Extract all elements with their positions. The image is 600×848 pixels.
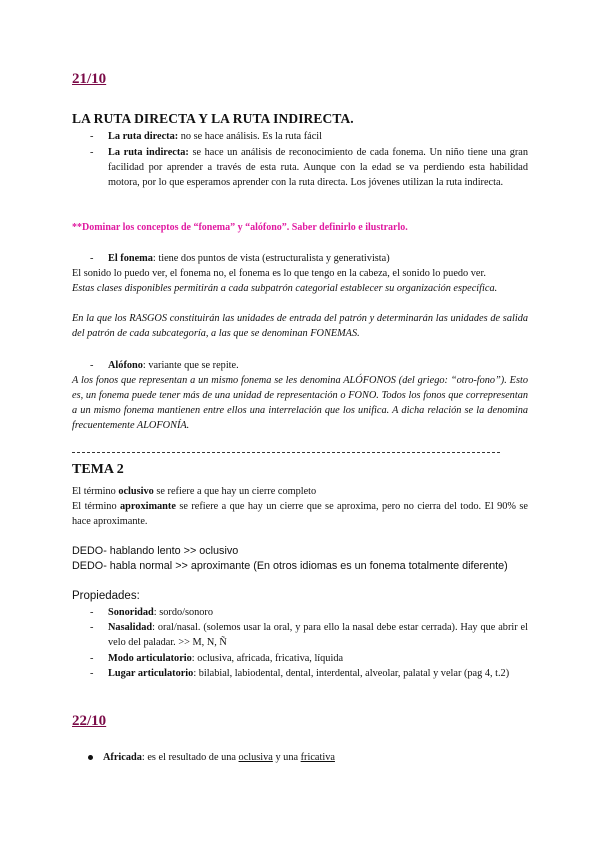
item-term: La ruta indirecta: xyxy=(108,147,189,158)
list-item: - El fonema: tiene dos puntos de vista (estructuralista y generativista) xyxy=(90,253,390,264)
item-term: Alófono xyxy=(108,360,143,371)
list-item: - Lugar articulatorio: bilabial, labiodental, dental, interdental, alveolar, palatal y velar (pag 4, t.2) xyxy=(90,668,510,679)
paragraph: El término oclusivo se refiere a que hay un cierre completo xyxy=(72,486,317,497)
paragraph-italic: Estas clases disponibles permitirán a cada subpatrón categorial establecer su organización específica. xyxy=(72,283,498,294)
item-term: El fonema xyxy=(108,253,153,264)
paragraph: El término aproximante se refiere a que hay un cierre que se aproxima, pero no cierra del todo. El 90% se hace aproximante. xyxy=(72,501,528,527)
dedo-line: DEDO- habla normal >> aproximante (En otros idiomas es un fonema totalmente diferente) xyxy=(72,560,508,572)
properties-heading: Propiedades: xyxy=(72,590,140,602)
item-text: se hace un análisis de reconocimiento de cada fonema. Un niño tiene una gran facilidad por aprender a través de esta ruta. Aunque con la edad se va perdiendo esta habilidad motora, por lo que esperamos aprender con la ruta directa. Los jóvenes utilizan la ruta indirecta. xyxy=(108,147,528,188)
date-heading: 21/10 xyxy=(72,71,107,87)
item-text: : tiene dos puntos de vista (estructuralista y generativista) xyxy=(152,253,390,264)
bullet-item: Africada: es el resultado de una oclusiva y una fricativa xyxy=(88,752,335,763)
list-item: - Modo articulatorio: oclusiva, africada, fricativa, líquida xyxy=(90,653,344,664)
paragraph-italic: En la que los RASGOS constituirán las unidades de entrada del patrón y determinarán las unidades de salida del patrón de cada subcategoría, a las que se denominan FONEMAS. xyxy=(72,313,528,339)
list-item: - La ruta indirecta: se hace un análisis de reconocimiento de cada fonema. Un niño tiene una gran facilidad por aprender a través de esta ruta. Aunque con la edad se va perdiendo esta habilidad motora, por lo que esperamos aprender con la ruta directa. Los jóvenes utilizan la ruta indirecta. xyxy=(90,147,528,188)
item-text: : variante que se repite. xyxy=(142,360,239,371)
section-heading: LA RUTA DIRECTA Y LA RUTA INDIRECTA. xyxy=(72,111,354,126)
term-oclusivo: oclusivo xyxy=(118,486,154,497)
date-heading: 22/10 xyxy=(72,713,107,729)
item-text: no se hace análisis. Es la ruta fácil xyxy=(178,131,322,142)
item-term: La ruta directa: xyxy=(108,131,179,142)
bullet-icon xyxy=(88,755,93,760)
divider xyxy=(72,452,500,453)
term-aproximante: aproximante xyxy=(120,501,176,512)
dedo-line: DEDO- hablando lento >> oclusivo xyxy=(72,545,239,557)
highlight-note: **Dominar los conceptos de “fonema” y “alófono”. Saber definirlo e ilustrarlo. xyxy=(72,222,408,233)
list-item: - Sonoridad: sordo/sonoro xyxy=(90,607,214,618)
paragraph: El sonido lo puedo ver, el fonema no, el fonema es lo que tengo en la cabeza, el sonido lo puedo ver. xyxy=(72,268,486,279)
tema-heading: TEMA 2 xyxy=(72,462,124,477)
list-item: - Alófono: variante que se repite. xyxy=(90,360,239,371)
list-item: - Nasalidad: oral/nasal. (solemos usar la oral, y para ello la nasal debe estar cerrada). Hay que abrir el velo del paladar. >> M, N, Ñ xyxy=(90,622,528,648)
paragraph-italic: A los fonos que representan a un mismo fonema se les denomina ALÓFONOS (del griego: “otro-fono”). Esto es, un fonema puede tener más de una unidad de representación o FONO. Todos los fonos que correpresentan a un mismo fonema mantienen entre ellos una interrelación que los unifica. A dicha relación se la denomina frecuentemente ALOFONÍA. xyxy=(72,375,528,431)
list-item: - La ruta directa: no se hace análisis. Es la ruta fácil xyxy=(90,131,322,142)
